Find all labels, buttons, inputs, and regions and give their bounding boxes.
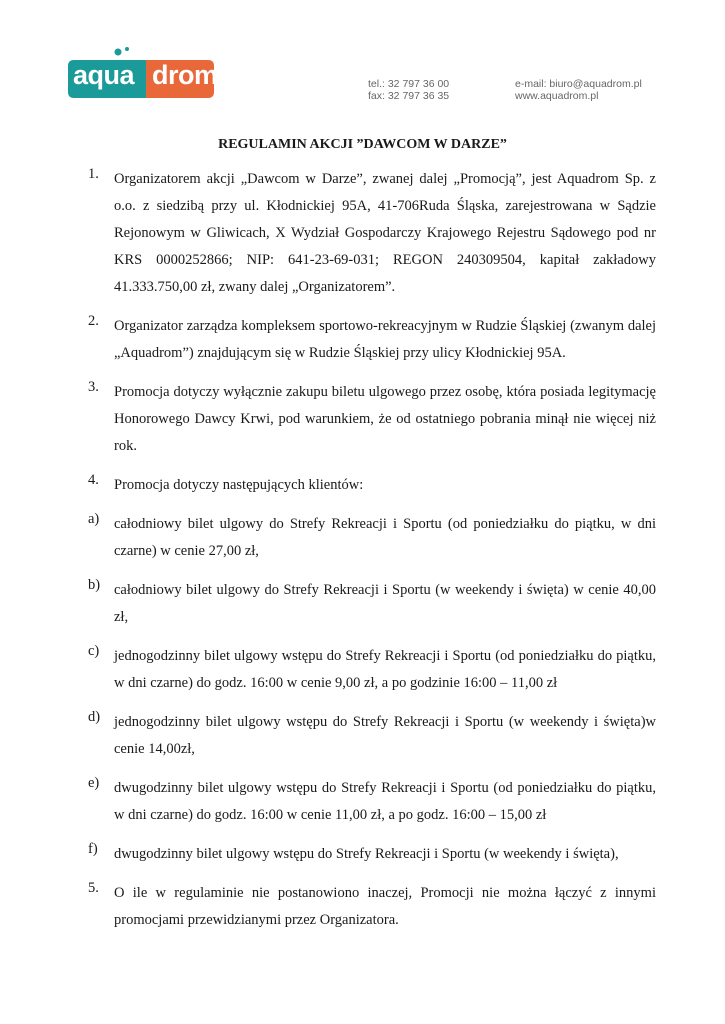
item-marker: d) xyxy=(88,709,101,725)
item-text: Organizator zarządza kompleksem sportowo-rekreacyjnym w Rudzie Śląskiej (zwanym dalej „Aquadrom”) znajdującym się w Rudzie Śląskiej przy ulicy Kłodnickiej 95A. xyxy=(114,318,656,361)
website: www.aquadrom.pl xyxy=(515,90,599,102)
logo-text-aqua: aqua xyxy=(73,60,135,90)
item-text: jednogodzinny bilet ulgowy wstępu do Strefy Rekreacji i Sportu (w weekendy i święta)w cenie 14,00zł, xyxy=(114,714,656,757)
email: e-mail: biuro@aquadrom.pl xyxy=(515,78,642,90)
item-marker: e) xyxy=(88,775,100,791)
contact-web xyxy=(515,78,642,102)
item-marker: a) xyxy=(88,511,100,527)
item-text: Promocja dotyczy następujących klientów: xyxy=(114,477,364,493)
item-text: całodniowy bilet ulgowy do Strefy Rekreacji i Sportu (od poniedziałku do piątku, w dni czarne) w cenie 27,00 zł, xyxy=(114,516,656,559)
list-item xyxy=(88,880,656,934)
list-item xyxy=(88,841,656,868)
item-marker: c) xyxy=(88,643,100,659)
list-item xyxy=(88,643,656,697)
list-item xyxy=(88,511,656,565)
item-text: dwugodzinny bilet ulgowy wstępu do Strefy Rekreacji i Sportu (od poniedziałku do piątku, w dni czarne) do godz. 16:00 w cenie 11,00 zł, a po godz. 16:00 – 15,00 zł xyxy=(114,780,656,823)
logo-text-drom: drom xyxy=(152,60,218,90)
item-marker: f) xyxy=(88,841,98,857)
item-text: Organizatorem akcji „Dawcom w Darze”, zwanej dalej „Promocją”, jest Aquadrom Sp. z o.o. z siedzibą przy ul. Kłodnickiej 95A, 41-706Ruda Śląska, zarejestrowana w Sądzie Rejonowym w Gliwicach, X Wydział Gospodarczy Krajowego Rejestru Sądowego pod nr KRS 0000252866; NIP: 641-23-69-031; REGON 240309504, kapitał zakładowy 41.333.750,00 zł, zwany dalej „Organizatorem”. xyxy=(114,171,656,295)
list-item xyxy=(88,472,656,499)
list-item xyxy=(88,166,656,301)
item-text: całodniowy bilet ulgowy do Strefy Rekreacji i Sportu (w weekendy i święta) w cenie 40,00 zł, xyxy=(114,582,656,625)
regulations-list xyxy=(88,166,656,946)
item-marker: b) xyxy=(88,577,101,593)
tel: tel.: 32 797 36 00 xyxy=(368,78,450,90)
item-marker: 5. xyxy=(88,880,99,896)
item-marker: 2. xyxy=(88,313,99,329)
contact-phones xyxy=(368,78,449,102)
item-marker: 4. xyxy=(88,472,99,488)
item-marker: 3. xyxy=(88,379,99,395)
list-item xyxy=(88,313,656,367)
list-item xyxy=(88,379,656,460)
list-item xyxy=(88,709,656,763)
letterhead xyxy=(0,0,725,110)
item-text: jednogodzinny bilet ulgowy wstępu do Strefy Rekreacji i Sportu (od poniedziałku do piątku, w dni czarne) do godz. 16:00 w cenie 9,00 zł, a po godzinie 16:00 – 11,00 zł xyxy=(114,648,656,691)
document-title: REGULAMIN AKCJI ”DAWCOM W DARZE” xyxy=(218,137,507,152)
item-text: O ile w regulaminie nie postanowiono inaczej, Promocji nie można łączyć z innymi promocjami przewidzianymi przez Organizatora. xyxy=(114,885,656,928)
fax: fax: 32 797 36 35 xyxy=(368,90,450,102)
item-marker: 1. xyxy=(88,166,99,182)
item-text: dwugodzinny bilet ulgowy wstępu do Strefy Rekreacji i Sportu (w weekendy i święta), xyxy=(114,846,619,862)
list-item xyxy=(88,775,656,829)
item-text: Promocja dotyczy wyłącznie zakupu biletu ulgowego przez osobę, która posiada legitymację Honorowego Dawcy Krwi, pod warunkiem, że od ostatniego pobrania minął nie więcej niż rok. xyxy=(114,384,656,454)
list-item xyxy=(88,577,656,631)
